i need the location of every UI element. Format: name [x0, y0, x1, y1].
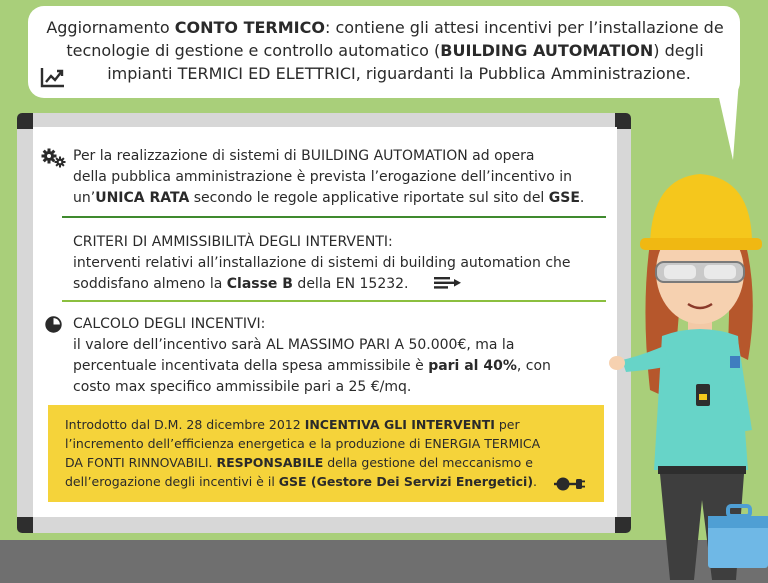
bubble-text-span: tecnologie di gestione e controllo automatico (	[66, 41, 441, 60]
text-bold: GSE	[548, 190, 580, 206]
section1-line: Per la realizzazione di sistemi di BUILDING AUTOMATION ad opera	[73, 148, 535, 164]
helmet-brim	[640, 238, 762, 250]
section3-title: CALCOLO DEGLI INCENTIVI:	[73, 316, 266, 332]
hand	[609, 356, 625, 370]
bubble-text-span: impianti TERMICI ED ELETTRICI, riguardanti la Pubblica Amministrazione.	[107, 64, 691, 83]
text-span: .	[533, 474, 538, 489]
bubble-text-bold: BUILDING AUTOMATION	[440, 41, 654, 60]
section3-line: il valore dell’incentivo sarà AL MASSIMO PARI A 50.000€, ma la	[73, 337, 515, 353]
section2-line: interventi relativi all’installazione di sistemi di building automation che	[73, 255, 571, 271]
info-line: l’incremento dell’efficienza energetica e la produzione di ENERGIA TERMICA	[65, 436, 541, 451]
text-span: dell’erogazione degli incentivi è il	[65, 474, 279, 489]
text-span: secondo le regole applicative riportate sul sito del	[189, 190, 549, 206]
belt	[658, 466, 746, 474]
text-span: Introdotto dal D.M. 28 dicembre 2012	[65, 417, 305, 432]
text-bold: Classe B	[226, 276, 293, 292]
section1-line: della pubblica amministrazione è prevista l’erogazione dell’incentivo in	[73, 169, 573, 185]
text-bold: GSE (Gestore Dei Servizi Energetici)	[278, 474, 534, 489]
text-bold: RESPONSABILE	[216, 455, 324, 470]
text-span: della gestione del meccanismo e	[323, 455, 533, 470]
text-span: DA FONTI RINNOVABILI.	[65, 455, 217, 470]
text-bold: UNICA RATA	[95, 190, 190, 206]
text-bold: INCENTIVA GLI INTERVENTI	[304, 417, 495, 432]
bubble-text-span: : contiene gli attesi incentivi per l’installazione de	[324, 18, 724, 37]
text-bold: pari al 40%	[428, 358, 517, 374]
text-span: soddisfano almeno la	[73, 276, 227, 292]
bubble-text-bold: CONTO TERMICO	[174, 18, 325, 37]
section2-title: CRITERI DI AMMISSIBILITÀ DEGLI INTERVENTI:	[73, 234, 393, 250]
goggles-lens	[704, 265, 736, 279]
text-span: , con	[516, 358, 551, 374]
text-span: un’	[73, 190, 96, 206]
radio-screen	[699, 394, 707, 400]
badge-icon	[730, 356, 740, 368]
text-span: della EN 15232.	[292, 276, 409, 292]
section3-line: costo max specifico ammissibile pari a 25 €/mq.	[73, 379, 412, 395]
text-span: .	[579, 190, 585, 206]
goggles-lens	[664, 265, 696, 279]
bubble-text-span: ) degli	[653, 41, 704, 60]
text-span: per	[494, 417, 520, 432]
text-span: percentuale incentivata della spesa ammissibile è	[73, 358, 429, 374]
helmet-icon	[650, 174, 752, 244]
bubble-text-span: Aggiornamento	[46, 18, 175, 37]
